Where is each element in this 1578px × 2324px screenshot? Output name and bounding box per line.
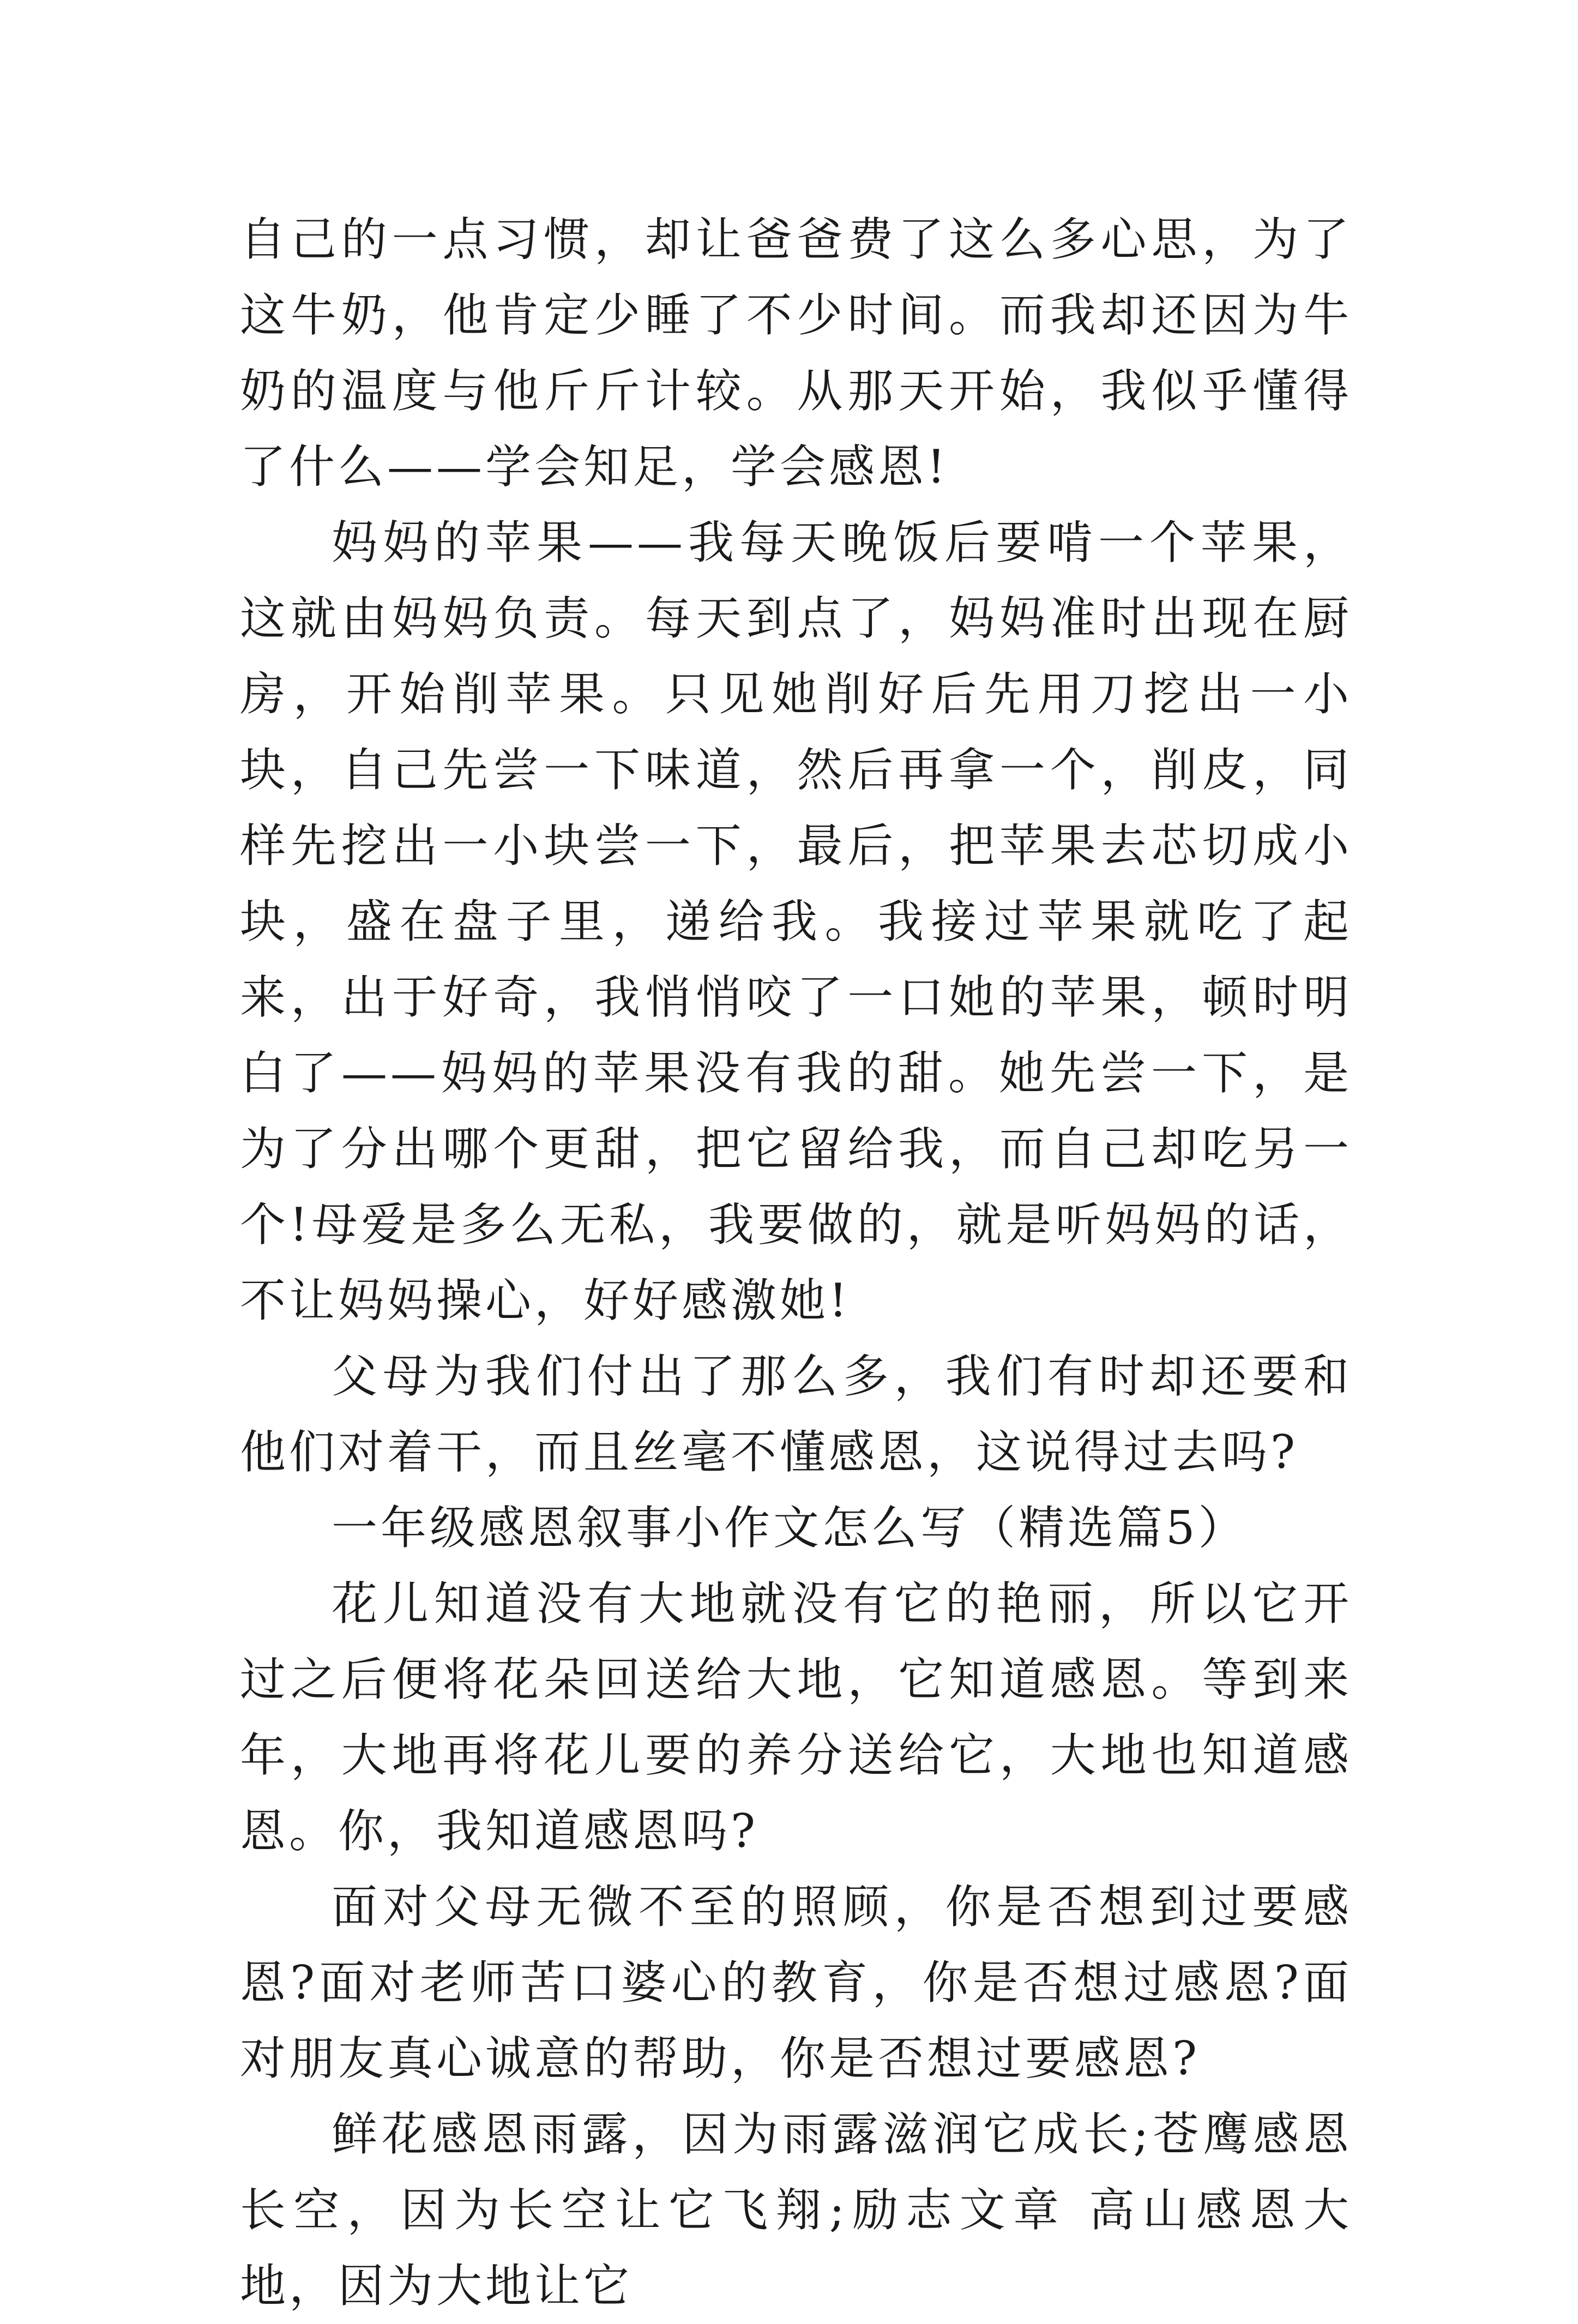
paragraph-4: 花儿知道没有大地就没有它的艳丽，所以它开过之后便将花朵回送给大地，它知道感恩。等到来年，大地再将花儿要的养分送给它，大地也知道感恩。你，我知道感恩吗? <box>240 1577 1352 1858</box>
paragraph-2: 妈妈的苹果——我每天晚饭后要啃一个苹果，这就由妈妈负责。每天到点了，妈妈准时出现在厨房，开始削苹果。只见她削好后先用刀挖出一小块，自己先尝一下味道，然后再拿一个，削皮，同样先挖出一小块尝一下，最后，把苹果去芯切成小块，盛在盘子里，递给我。我接过苹果就吃了起来，出于好奇，我悄悄咬了一口她的苹果，顿时明白了——妈妈的苹果没有我的甜。她先尝一下，是为了分出哪个更甜，把它留给我，而自己却吃另一个!母爱是多么无私，我要做的，就是听妈妈的话，不让妈妈操心，好好感激她! <box>240 516 1352 1327</box>
section-heading: 一年级感恩叙事小作文怎么写（精选篇5） <box>332 1501 1248 1555</box>
paragraph-3: 父母为我们付出了那么多，我们有时却还要和他们对着干，而且丝毫不懂感恩，这说得过去吗? <box>240 1350 1352 1479</box>
document-body <box>240 202 1352 2324</box>
paragraph-5: 面对父母无微不至的照顾，你是否想到过要感恩?面对老师苦口婆心的教育，你是否想过感恩?面对朋友真心诚意的帮助，你是否想过要感恩? <box>240 1880 1352 2085</box>
paragraph-1: 自己的一点习惯，却让爸爸费了这么多心思，为了这牛奶，他肯定少睡了不少时间。而我却还因为牛奶的温度与他斤斤计较。从那天开始，我似乎懂得了什么——学会知足，学会感恩! <box>240 213 1352 493</box>
paragraph-6: 鲜花感恩雨露，因为雨露滋润它成长;苍鹰感恩长空，因为长空让它飞翔;励志文章 高山感恩大地，因为大地让它 <box>240 2108 1352 2313</box>
